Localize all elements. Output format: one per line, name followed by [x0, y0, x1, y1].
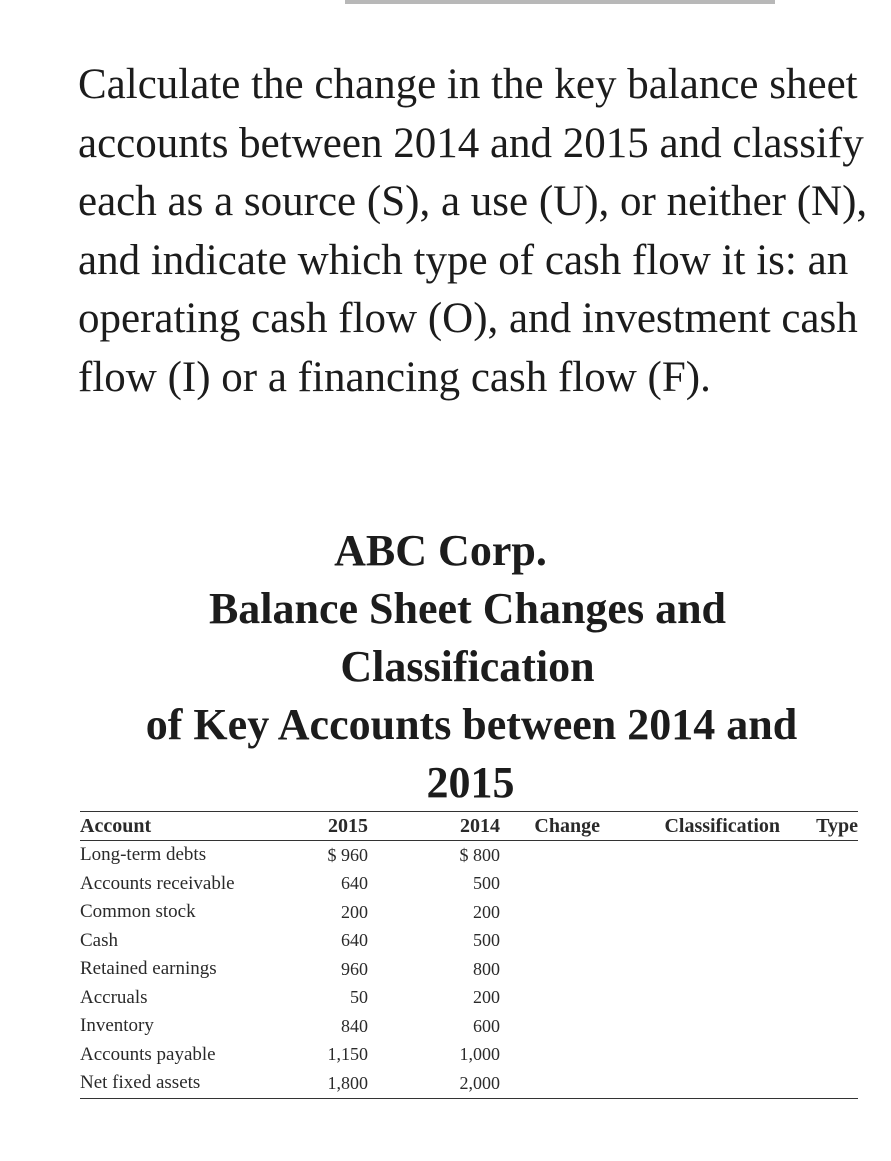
company-name: ABC Corp.: [334, 526, 547, 575]
value-2014: 800: [473, 958, 500, 979]
change-cell: [500, 927, 600, 956]
account-name: Cash: [80, 929, 118, 951]
value-2015: 960: [341, 958, 368, 979]
change-cell: [500, 1041, 600, 1070]
header-classification: Classification: [600, 812, 780, 841]
change-cell: [500, 984, 600, 1013]
top-divider: [345, 0, 775, 4]
value-2015: 640: [341, 930, 368, 951]
classification-cell: [600, 841, 780, 870]
type-cell: [780, 898, 858, 927]
value-2014: 2,000: [368, 1069, 500, 1098]
value-2014: 200: [473, 987, 500, 1008]
header-2014: 2014: [368, 812, 500, 841]
classification-cell: [600, 955, 780, 984]
table-title-line-4: 2015: [426, 758, 515, 807]
change-cell: [500, 955, 600, 984]
change-cell: [500, 870, 600, 899]
table-title-line-3: of Key Accounts between 2014 and: [145, 700, 798, 749]
table-row: [80, 927, 858, 956]
table-row: [80, 1069, 858, 1098]
table-row: [80, 870, 858, 899]
header-2015: 2015: [280, 812, 368, 841]
value-2015: 640: [341, 873, 368, 894]
table-row: [80, 1041, 858, 1070]
value-2014: 600: [473, 1015, 500, 1036]
account-name: Common stock: [80, 901, 196, 923]
table-row: [80, 841, 858, 870]
table-row: [80, 984, 858, 1013]
account-name: Accruals: [80, 986, 148, 1008]
value-2015: 840: [341, 1015, 368, 1036]
table-row: [80, 955, 858, 984]
value-2015: 1,150: [327, 1044, 368, 1065]
value-2015: 200: [341, 901, 368, 922]
value-2015: 50: [350, 987, 368, 1008]
classification-cell: [600, 1069, 780, 1098]
question-text: Calculate the change in the key balance sheet accounts between 2014 and 2015 and classify each as a source (S), a use (U), or neither (N), and indicate which type of cash flow it is: an operating cash flow (O), and investment cash flow (I) or a financing cash flow (F).: [78, 61, 868, 401]
table-title-line-2: Classification: [340, 642, 595, 691]
classification-cell: [600, 898, 780, 927]
type-cell: [780, 1012, 858, 1041]
change-cell: [500, 898, 600, 927]
classification-cell: [600, 1012, 780, 1041]
table-row: [80, 1012, 858, 1041]
header-change: Change: [500, 812, 600, 841]
type-cell: [780, 1069, 858, 1098]
account-name: Accounts receivable: [80, 872, 235, 894]
classification-cell: [600, 870, 780, 899]
table-title-line-1: Balance Sheet Changes and: [208, 584, 727, 633]
balance-sheet-table: [80, 811, 858, 1099]
change-cell: [500, 1012, 600, 1041]
value-2014: 200: [473, 901, 500, 922]
classification-cell: [600, 927, 780, 956]
value-2014: 500: [473, 930, 500, 951]
account-name: Inventory: [80, 1015, 154, 1037]
value-2014: 1,000: [459, 1044, 500, 1065]
value-2015: 1,800: [280, 1069, 368, 1098]
type-cell: [780, 984, 858, 1013]
value-2014: 500: [473, 873, 500, 894]
type-cell: [780, 927, 858, 956]
table-row: [80, 898, 858, 927]
type-cell: [780, 870, 858, 899]
type-cell: [780, 1041, 858, 1070]
value-2014: $ 800: [459, 844, 500, 865]
classification-cell: [600, 984, 780, 1013]
header-type: Type: [780, 812, 858, 841]
table-header-row: [80, 812, 858, 841]
type-cell: [780, 841, 858, 870]
change-cell: [500, 1069, 600, 1098]
header-account: Account: [80, 812, 280, 841]
type-cell: [780, 955, 858, 984]
account-name: Net fixed assets: [80, 1069, 280, 1098]
classification-cell: [600, 1041, 780, 1070]
account-name: Long-term debts: [80, 844, 207, 866]
account-name: Accounts payable: [80, 1043, 216, 1065]
value-2015: $ 960: [327, 844, 368, 865]
change-cell: [500, 841, 600, 870]
account-name: Retained earnings: [80, 958, 217, 980]
